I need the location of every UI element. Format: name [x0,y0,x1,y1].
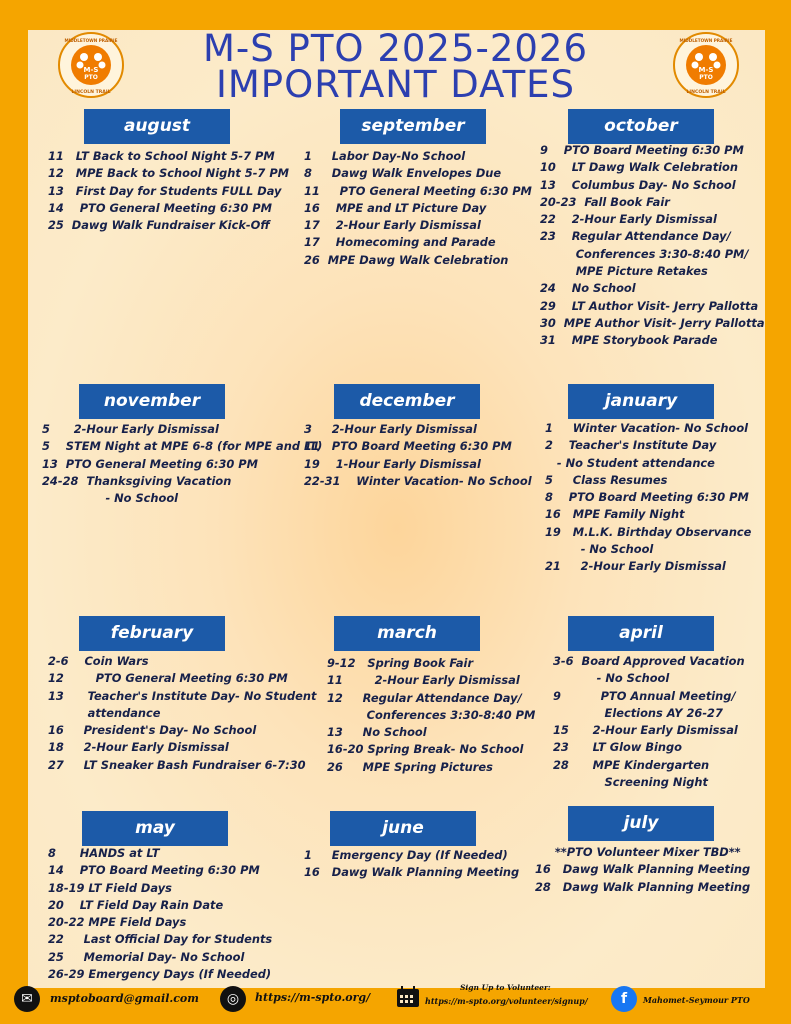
event-item: 2 Teacher's Institute Day [545,438,717,453]
event-item: 1 Emergency Day (If Needed) [304,848,508,862]
svg-text:PTO: PTO [84,74,98,81]
event-item: 11 PTO Board Meeting 6:30 PM [304,439,512,454]
event-item: 18 2-Hour Early Dismissal [48,740,229,755]
event-item: 31 MPE Storybook Parade [540,333,718,348]
footer-signup-url[interactable]: https://m-spto.org/volunteer/signup/ [425,996,588,1006]
month-header-october: october [568,109,714,144]
event-item: 13 No School [327,725,427,740]
event-list-january [545,420,751,576]
event-item: 1 Labor Day-No School [304,149,466,163]
event-item: 16 MPE Family Night [545,507,685,522]
svg-text:PTO: PTO [699,74,713,81]
event-item: 26 MPE Dawg Walk Celebration [304,252,509,267]
event-item: 12 PTO General Meeting 6:30 PM [48,671,288,686]
event-item: 12 MPE Back to School Night 5-7 PM [48,166,289,181]
svg-text:MIDDLETOWN PRAIRIE: MIDDLETOWN PRAIRIE [679,38,733,43]
event-item: 9 PTO Board Meeting 6:30 PM [540,143,744,157]
event-item: Elections AY 26-27 [553,705,723,720]
event-item: 3-6 Board Approved Vacation [553,654,745,668]
event-item: 24-28 Thanksgiving Vacation [42,473,232,488]
event-item: 10 LT Dawg Walk Celebration [540,160,738,175]
event-item: 5 Class Resumes [545,472,668,487]
month-header-march: march [334,616,480,651]
globe-icon: ◎ [220,986,246,1012]
month-header-july: july [568,806,714,841]
event-item: 3 2-Hour Early Dismissal [304,422,477,436]
event-item: 23 Regular Attendance Day/ [540,229,731,244]
event-item: 22-31 Winter Vacation- No School [304,473,532,488]
svg-text:M-S: M-S [698,66,714,74]
event-item: 28 MPE Kindergarten [553,757,710,772]
event-item: 16-20 Spring Break- No School [327,742,524,757]
event-list-may [48,845,272,983]
month-header-june: june [330,811,476,846]
calendar-icon [396,986,420,1008]
svg-text:LINCOLN TRAIL: LINCOLN TRAIL [71,90,111,95]
event-item: 17 Homecoming and Parade [304,235,496,250]
event-item: 8 PTO Board Meeting 6:30 PM [545,490,749,505]
event-item: 15 2-Hour Early Dismissal [553,723,738,738]
event-item: 25 Memorial Day- No School [48,949,245,964]
month-header-april: april [568,616,714,651]
event-item: 12 Regular Attendance Day/ [327,690,522,705]
event-item: 2-6 Coin Wars [48,654,149,668]
event-item: 26 MPE Spring Pictures [327,759,493,774]
page-title-line1: M-S PTO 2025-2026 [203,27,588,70]
event-item: 17 2-Hour Early Dismissal [304,218,481,233]
svg-text:LINCOLN TRAIL: LINCOLN TRAIL [686,90,726,95]
event-item: 20-23 Fall Book Fair [540,194,670,209]
event-list-april [553,653,745,791]
event-item: 20 LT Field Day Rain Date [48,897,224,912]
event-list-june [304,847,519,882]
event-item: 11 2-Hour Early Dismissal [327,673,520,688]
event-item: 21 2-Hour Early Dismissal [545,559,726,574]
event-item: 16 MPE and LT Picture Day [304,200,487,215]
event-item: Conferences 3:30-8:40 PM [327,707,536,722]
event-item: MPE Picture Retakes [540,264,708,279]
page-title-line2: IMPORTANT DATES [215,63,576,106]
event-item: 20-22 MPE Field Days [48,915,187,930]
event-item: 9 PTO Annual Meeting/ [553,688,736,703]
footer-email[interactable]: msptoboard@gmail.com [50,992,199,1005]
envelope-icon: ✉ [14,986,40,1012]
event-item: 11 PTO General Meeting 6:30 PM [304,183,532,198]
event-item: - No Student attendance [545,455,715,470]
event-item: 13 First Day for Students FULL Day [48,183,282,198]
footer-signup-label: Sign Up to Volunteer: [460,983,551,992]
month-header-may: may [82,811,228,846]
event-item: **PTO Volunteer Mixer TBD** [535,845,741,859]
event-item: 8 Dawg Walk Envelopes Due [304,166,502,181]
month-header-august: august [84,109,230,144]
event-item: 14 PTO Board Meeting 6:30 PM [48,863,260,878]
facebook-icon[interactable]: f [611,986,637,1012]
event-item: 13 Columbus Day- No School [540,177,736,192]
event-item: 19 1-Hour Early Dismissal [304,456,481,471]
event-item: - No School [42,491,179,506]
event-item: 16 President's Day- No School [48,723,257,738]
svg-text:MIDDLETOWN PRAIRIE: MIDDLETOWN PRAIRIE [64,38,118,43]
event-item: 14 PTO General Meeting 6:30 PM [48,200,272,215]
event-item: 9-12 Spring Book Fair [327,656,474,670]
event-item: 16 Dawg Walk Planning Meeting [304,865,520,880]
event-list-september [304,148,532,269]
event-item: - No School [545,542,654,557]
event-list-november [42,421,322,507]
event-item: 11 LT Back to School Night 5-7 PM [48,149,275,163]
event-item: - No School [553,671,670,686]
svg-text:M-S: M-S [83,66,99,74]
event-list-october [540,142,765,350]
event-item: 1 Winter Vacation- No School [545,421,749,435]
event-item: 5 STEM Night at MPE 6-8 (for MPE and LT) [42,439,323,454]
event-item: 25 Dawg Walk Fundraiser Kick-Off [48,218,270,233]
footer-facebook[interactable]: Mahomet-Seymour PTO [643,995,750,1005]
month-header-september: september [340,109,486,144]
event-list-march [327,655,535,776]
event-list-august [48,148,289,234]
event-item: 27 LT Sneaker Bash Fundraiser 6-7:30 [48,757,306,772]
event-item: 30 MPE Author Visit- Jerry Pallotta [540,315,765,330]
event-item: attendance [48,705,161,720]
event-item: 22 Last Official Day for Students [48,932,273,947]
event-list-december [304,421,532,490]
event-item: 8 HANDS at LT [48,846,160,860]
footer-website[interactable]: https://m-spto.org/ [255,991,371,1004]
event-item: Screening Night [553,775,708,790]
event-item: 29 LT Author Visit- Jerry Pallotta [540,298,759,313]
event-list-july [535,844,750,896]
event-item: 28 Dawg Walk Planning Meeting [535,879,751,894]
month-header-november: november [79,384,225,419]
event-item: 16 Dawg Walk Planning Meeting [535,862,751,877]
event-item: 24 No School [540,281,636,296]
event-item: 19 M.L.K. Birthday Observance [545,524,752,539]
event-item: 13 PTO General Meeting 6:30 PM [42,456,258,471]
event-item: 23 LT Glow Bingo [553,740,682,755]
event-item: 5 2-Hour Early Dismissal [42,422,219,436]
month-header-january: january [568,384,714,419]
event-item: Conferences 3:30-8:40 PM/ [540,246,749,261]
event-item: 18-19 LT Field Days [48,880,172,895]
event-item: 13 Teacher's Institute Day- No Student [48,688,317,703]
event-list-february [48,653,316,774]
month-header-february: february [79,616,225,651]
event-item: 22 2-Hour Early Dismissal [540,212,717,227]
event-item: 26-29 Emergency Days (If Needed) [48,967,272,982]
month-header-december: december [334,384,480,419]
